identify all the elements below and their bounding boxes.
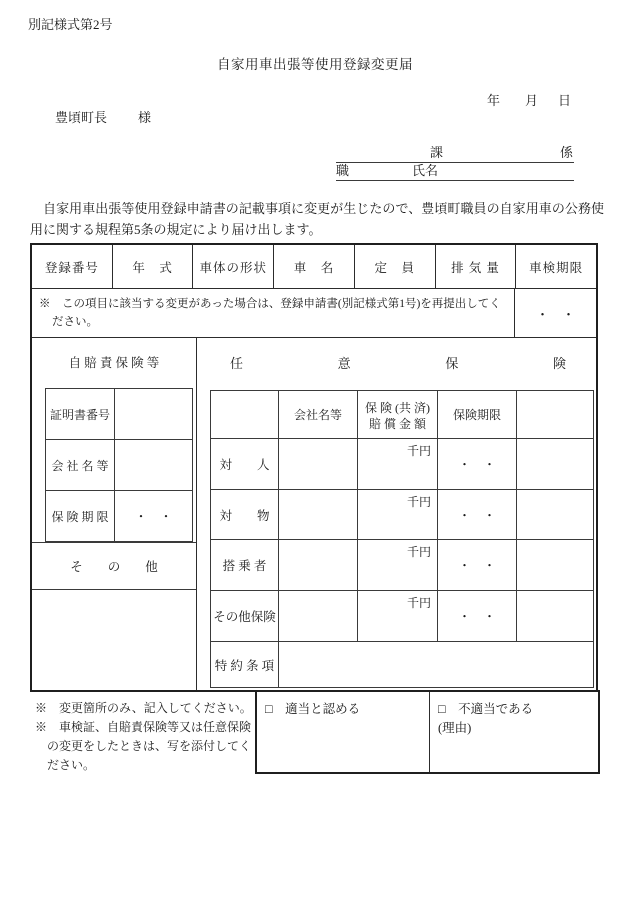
insurance-period-label: 保 険 期 限 [46, 491, 115, 541]
approve-checkbox[interactable]: □ [265, 702, 273, 716]
company-cell [279, 540, 358, 590]
table-row [46, 491, 192, 541]
header-compensation-amount [358, 391, 438, 438]
blank-cell [517, 540, 593, 590]
other-insurance-label: その他保険 [211, 591, 279, 641]
signature-line-name [336, 163, 574, 181]
body-paragraph: 自家用車出張等使用登録申請書の記載事項に変更が生じたので、豊頃町職員の自家用車の公務使用に関する規程第5条の規定により届け出します。 [30, 201, 604, 237]
company-cell [279, 490, 358, 539]
certificate-number-value [115, 389, 192, 439]
approve-label: 適当と認める [285, 702, 361, 716]
header-company: 会社名等 [279, 391, 358, 438]
header-registration-number: 登録番号 [32, 245, 113, 288]
month-label: 月 [525, 93, 539, 108]
reject-checkbox[interactable]: □ [438, 702, 446, 716]
vehicle-note-row [32, 289, 596, 338]
special-clause-value [279, 642, 593, 687]
insurance-section [32, 338, 596, 690]
footer-notes [35, 699, 261, 775]
passenger-label: 搭 乗 者 [211, 540, 279, 590]
table-row [46, 440, 192, 491]
approval-box [255, 690, 600, 774]
period-value: ・ ・ [438, 490, 517, 539]
header-car-name: 車 名 [274, 245, 355, 288]
company-cell [279, 591, 358, 641]
post-label: 職 [336, 163, 350, 178]
compulsory-insurance-pane [32, 338, 197, 690]
blank-cell [517, 490, 593, 539]
signature-line-section [336, 142, 574, 163]
title-char: 意 [337, 356, 351, 371]
table-row [46, 389, 192, 440]
amount-unit: 千円 [358, 490, 438, 539]
compulsory-insurance-title: 自 賠 責 保 険 等 [68, 356, 160, 370]
special-clause-label: 特 約 条 項 [211, 642, 279, 687]
page-title: 自家用車出張等使用登録変更届 [217, 57, 413, 72]
header-body-shape: 車体の形状 [193, 245, 274, 288]
day-label: 日 [558, 93, 572, 108]
table-row [211, 540, 593, 591]
amount-unit: 千円 [358, 540, 438, 590]
period-value: ・ ・ [438, 439, 517, 489]
section-label: 課 [430, 145, 444, 160]
footer-note-1: ※ 変更箇所のみ、記入してください。 [35, 701, 252, 715]
approve-cell [257, 692, 430, 772]
amount-unit: 千円 [358, 439, 438, 489]
blank-header-cell [517, 391, 593, 438]
company-cell [279, 439, 358, 489]
company-name-value [115, 440, 192, 490]
bodily-injury-label: 対 人 [211, 439, 279, 489]
certificate-number-label: 証明書番号 [46, 389, 115, 439]
amount-unit: 千円 [358, 591, 438, 641]
reject-label: 不適当である [458, 702, 534, 716]
voluntary-header-row [211, 391, 593, 439]
name-label: 氏名 [412, 163, 439, 178]
header-capacity: 定 員 [355, 245, 436, 288]
inspection-expiry-value: ・ ・ [535, 306, 575, 322]
header-displacement: 排 気 量 [436, 245, 517, 288]
voluntary-insurance-title [197, 338, 596, 372]
header-model-year: 年 式 [113, 245, 194, 288]
period-value: ・ ・ [438, 591, 517, 641]
main-table [30, 243, 598, 692]
amount-header-line2: 賠 償 金 額 [368, 416, 426, 431]
title-char: 険 [552, 356, 566, 371]
header-inspection-expiry: 車検期限 [529, 260, 584, 275]
amount-header-line1: 保 険 (共 済) [365, 400, 430, 415]
table-row [211, 490, 593, 540]
form-number: 別記様式第2号 [28, 17, 113, 32]
insurance-period-value: ・ ・ [134, 510, 173, 524]
blank-cell [517, 439, 593, 489]
title-char: 保 [445, 356, 459, 371]
property-damage-label: 対 物 [211, 490, 279, 539]
unit-label: 係 [560, 145, 574, 160]
addressee-name: 豊頃町長 [55, 110, 108, 125]
header-period: 保険期限 [438, 391, 517, 438]
period-value: ・ ・ [438, 540, 517, 590]
table-row [211, 591, 593, 642]
other-cell: そ の 他 [32, 542, 196, 590]
footer-note-2: ※ 車検証、自賠責保険等又は任意保険の変更をしたときは、写を添付してください。 [35, 720, 252, 772]
title-char: 任 [230, 356, 244, 371]
voluntary-insurance-table [210, 390, 594, 688]
voluntary-insurance-pane [197, 338, 596, 690]
vehicle-note: ※ この項目に該当する変更があった場合は、登録申請書(別記様式第1号)を再提出してください。 [32, 289, 515, 337]
compulsory-insurance-table [45, 388, 193, 542]
vehicle-header-row [32, 245, 596, 289]
blank-header-cell [211, 391, 279, 438]
addressee-honorific: 様 [138, 110, 152, 125]
table-row [211, 439, 593, 490]
year-label: 年 [487, 93, 501, 108]
reason-label: (理由) [438, 721, 472, 735]
blank-cell [517, 591, 593, 641]
reject-cell [430, 692, 598, 772]
special-clause-row [211, 642, 593, 687]
company-name-label: 会 社 名 等 [46, 440, 115, 490]
